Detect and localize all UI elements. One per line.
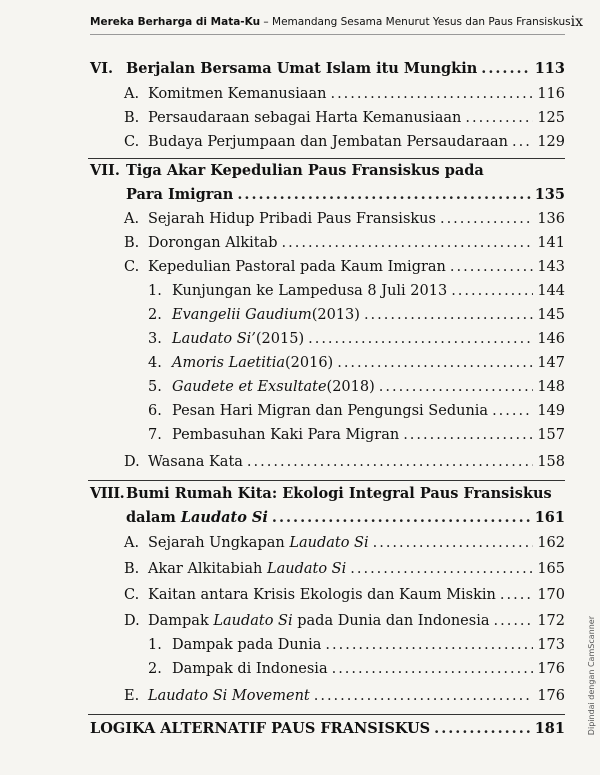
section-divider [88, 158, 565, 159]
scanner-watermark: Dipindai dengan CamScanner [587, 615, 596, 735]
page-number: ix [570, 14, 583, 30]
toc-entry[interactable]: A. Komitmen Kemanusiaan ..... 116 [124, 86, 565, 102]
toc-subentry[interactable]: 6. Pesan Hari Migran dan Pengungsi Sedunia ..... 149 [148, 403, 565, 419]
toc-subentry[interactable]: 3. Laudato Si’ (2015) ..... 146 [148, 331, 565, 347]
section-divider [88, 714, 565, 715]
toc-entry[interactable]: A. Sejarah Ungkapan Laudato Si ..... 162 [124, 535, 565, 551]
toc-closing-entry[interactable]: LOGIKA ALTERNATIF PAUS FRANSISKUS ..... 181 [90, 720, 565, 737]
toc-chapter-vii[interactable]: VII. Tiga Akar Kepedulian Paus Fransiskus pada [90, 162, 484, 179]
toc-subentry[interactable]: 2. Dampak di Indonesia ..... 176 [148, 661, 565, 677]
toc-subentry[interactable]: 1. Kunjungan ke Lampedusa 8 Juli 2013 ..... 144 [148, 283, 565, 299]
toc-chapter-viii[interactable]: VIII. Bumi Rumah Kita: Ekologi Integral Paus Fransiskus [90, 485, 552, 502]
toc-entry[interactable]: C. Kepedulian Pastoral pada Kaum Imigran ..... 143 [124, 259, 565, 275]
toc-entry[interactable]: B. Dorongan Alkitab ..... 141 [124, 235, 565, 251]
toc-entry[interactable]: D. Dampak Laudato Si pada Dunia dan Indonesia ..... 172 [124, 613, 565, 629]
toc-subentry[interactable]: 5. Gaudete et Exsultate (2018) ..... 148 [148, 379, 565, 395]
toc-subentry[interactable]: 2. Evangelii Gaudium (2013) ..... 145 [148, 307, 565, 323]
toc-chapter-vii-cont[interactable]: Para Imigran ..... 135 [126, 186, 565, 203]
toc-entry[interactable]: B. Akar Alkitabiah Laudato Si ..... 165 [124, 561, 565, 577]
section-divider [88, 480, 565, 481]
toc-chapter-viii-cont[interactable]: dalam Laudato Si ..... 161 [126, 509, 565, 526]
toc-entry[interactable]: E. Laudato Si Movement ..... 176 [124, 688, 565, 704]
toc-entry[interactable]: A. Sejarah Hidup Pribadi Paus Fransiskus ..... 136 [124, 211, 565, 227]
toc-entry[interactable]: D. Wasana Kata ..... 158 [124, 454, 565, 470]
running-header [90, 10, 583, 35]
toc-subentry[interactable]: 4. Amoris Laetitia (2016) ..... 147 [148, 355, 565, 371]
toc-subentry[interactable]: 1. Dampak pada Dunia ..... 173 [148, 637, 565, 653]
book-title: Mereka Berharga di Mata-Ku – Memandang Sesama Menurut Yesus dan Paus Fransiskus [90, 16, 571, 28]
toc-entry[interactable]: C. Kaitan antara Krisis Ekologis dan Kaum Miskin ..... 170 [124, 587, 565, 603]
toc-entry[interactable]: B. Persaudaraan sebagai Harta Kemanusiaan ..... 125 [124, 110, 565, 126]
toc-entry[interactable]: C. Budaya Perjumpaan dan Jembatan Persaudaraan ..... 129 [124, 134, 565, 150]
toc-subentry[interactable]: 7. Pembasuhan Kaki Para Migran ..... 157 [148, 427, 565, 443]
toc-chapter-vi[interactable]: VI. Berjalan Bersama Umat Islam itu Mungkin ..... 113 [90, 60, 565, 77]
